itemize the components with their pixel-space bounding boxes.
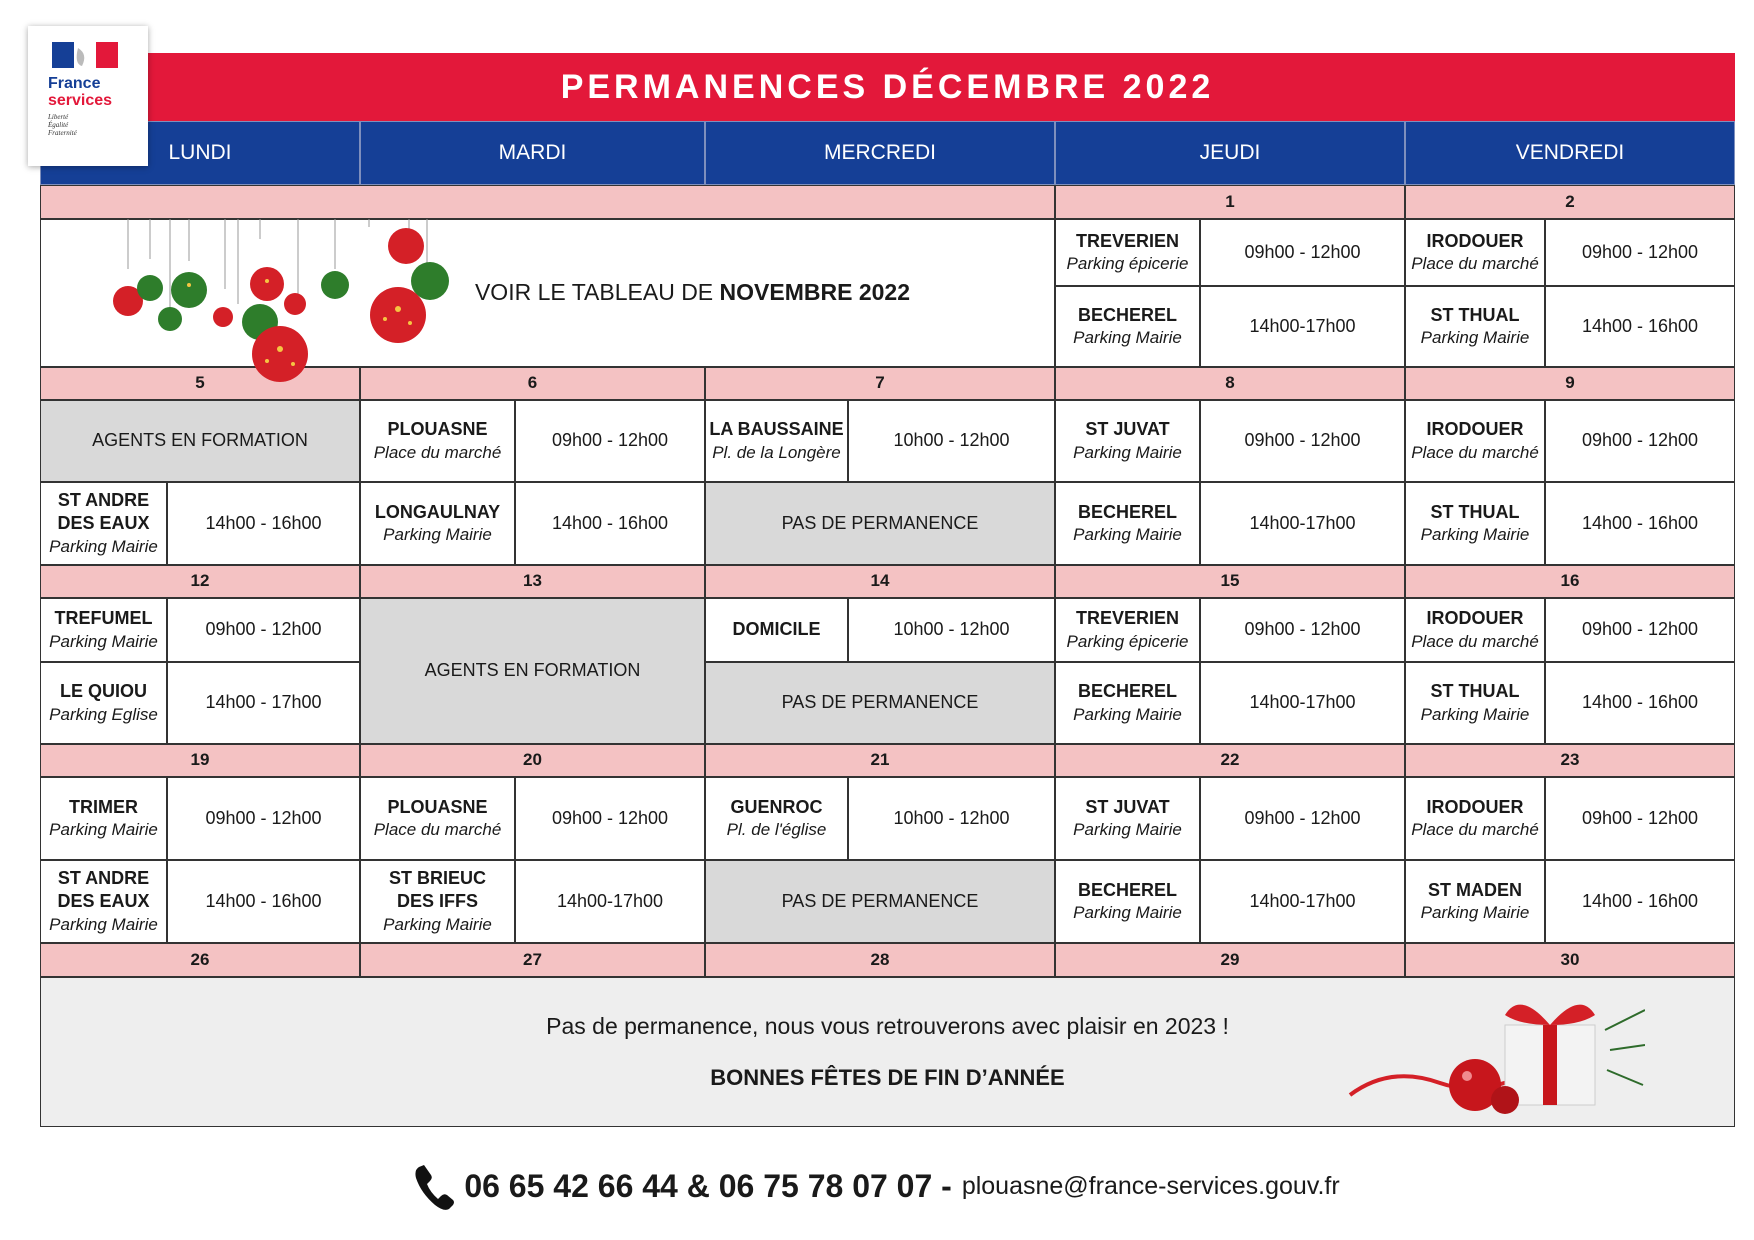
time-cell: 09h00 - 12h00: [167, 598, 360, 662]
time-cell: 09h00 - 12h00: [1200, 400, 1405, 482]
place-cell: [40, 860, 167, 943]
place-sub: Parking Mairie: [1073, 903, 1182, 923]
place-name: ST THUAL: [1430, 501, 1520, 522]
place-sub: Parking Eglise: [49, 704, 158, 724]
place-name: TREFUMEL: [54, 608, 153, 629]
time-cell: 09h00 - 12h00: [1545, 777, 1735, 860]
place-sub: Parking Mairie: [1073, 525, 1182, 545]
time-cell: 14h00 - 16h00: [1545, 286, 1735, 367]
email-link[interactable]: plouasne@france-services.gouv.fr: [961, 1171, 1340, 1200]
time-cell: 14h00 - 16h00: [167, 482, 360, 565]
place-name: IRODOUER: [1426, 230, 1524, 251]
time-cell: 09h00 - 12h00: [1545, 400, 1735, 482]
place-sub: Parking Mairie: [1073, 328, 1182, 348]
time-cell: 14h00 - 16h00: [1545, 860, 1735, 943]
place-name: PLOUASNE: [387, 419, 488, 440]
time-cell: 14h00-17h00: [1200, 662, 1405, 744]
date-30: 30: [1405, 943, 1735, 977]
time-cell: 14h00-17h00: [515, 860, 705, 943]
place-sub: Place du marché: [373, 442, 502, 462]
place-name: IRODOUER: [1426, 608, 1524, 629]
date-26: 26: [40, 943, 360, 977]
time-cell: 09h00 - 12h00: [515, 400, 705, 482]
header-mercredi: MERCREDI: [705, 121, 1055, 185]
time-cell: 14h00 - 16h00: [515, 482, 705, 565]
place-name: TREVERIEN: [1075, 608, 1180, 629]
date-9: 9: [1405, 367, 1735, 400]
place-name: ST JUVAT: [1085, 796, 1170, 817]
place-sub: Pl. de la Longère: [712, 442, 841, 462]
header-vendredi: VENDREDI: [1405, 121, 1735, 185]
date-2: 2: [1405, 185, 1735, 219]
header-mardi: MARDI: [360, 121, 705, 185]
date-23: 23: [1405, 744, 1735, 777]
time-cell: 09h00 - 12h00: [1545, 219, 1735, 286]
time-cell: 09h00 - 12h00: [1200, 598, 1405, 662]
place-cell: [360, 860, 515, 943]
date-1: 1: [1055, 185, 1405, 219]
place-name: TRIMER: [69, 796, 138, 817]
place-cell: [360, 400, 515, 482]
place-sub: Parking Mairie: [1073, 704, 1182, 724]
place-name: LE QUIOU: [59, 681, 147, 702]
place-name: PLOUASNE: [387, 796, 488, 817]
phone-icon: [414, 1162, 454, 1210]
pas-de-permanence: PAS DE PERMANENCE: [705, 662, 1055, 744]
place-name: DES IFFS: [396, 891, 478, 912]
place-sub: Parking Mairie: [49, 914, 158, 934]
date-21: 21: [705, 744, 1055, 777]
place-sub: Parking Mairie: [49, 631, 158, 651]
place-name: DOMICILE: [732, 619, 821, 640]
place-cell: [1055, 400, 1200, 482]
place-name: IRODOUER: [1426, 796, 1524, 817]
date-16: 16: [1405, 565, 1735, 598]
date-28: 28: [705, 943, 1055, 977]
holiday-message: Pas de permanence, nous vous retrouverons avec plaisir en 2023 !: [546, 1012, 1229, 1039]
place-cell: [40, 662, 167, 744]
time-cell: 14h00-17h00: [1200, 482, 1405, 565]
pas-de-permanence: PAS DE PERMANENCE: [705, 482, 1055, 565]
date-29: 29: [1055, 943, 1405, 977]
place-cell: [40, 598, 167, 662]
time-cell: 14h00 - 16h00: [1545, 482, 1735, 565]
place-cell: [1405, 219, 1545, 286]
logo-line1: France: [48, 75, 101, 92]
place-cell: [1055, 598, 1200, 662]
date-6: 6: [360, 367, 705, 400]
agents-formation: AGENTS EN FORMATION: [360, 598, 705, 744]
gift-illustration: [1345, 990, 1645, 1120]
header-jeudi: JEUDI: [1055, 121, 1405, 185]
place-sub: Parking Mairie: [383, 914, 492, 934]
place-cell: [1405, 662, 1545, 744]
time-cell: 09h00 - 12h00: [167, 777, 360, 860]
time-cell: 10h00 - 12h00: [848, 777, 1055, 860]
date-8: 8: [1055, 367, 1405, 400]
place-cell: [1055, 777, 1200, 860]
logo-motto2: Égalité: [48, 121, 69, 129]
time-cell: 14h00-17h00: [1200, 860, 1405, 943]
date-20: 20: [360, 744, 705, 777]
time-cell: 09h00 - 12h00: [515, 777, 705, 860]
place-cell: [1055, 286, 1200, 367]
place-cell: [1055, 219, 1200, 286]
place-sub: Parking Mairie: [1073, 820, 1182, 840]
place-sub: Parking Mairie: [49, 820, 158, 840]
notice-prefix: VOIR LE TABLEAU DE: [474, 279, 720, 306]
place-cell: [705, 598, 848, 662]
place-sub: Parking Mairie: [1073, 442, 1182, 462]
date-row-empty: [40, 185, 1055, 219]
place-sub: Place du marché: [373, 820, 502, 840]
date-12: 12: [40, 565, 360, 598]
place-name: DES EAUX: [57, 891, 150, 912]
place-name: TREVERIEN: [1075, 230, 1180, 251]
date-19: 19: [40, 744, 360, 777]
place-cell: [40, 482, 167, 565]
time-cell: 09h00 - 12h00: [1200, 219, 1405, 286]
agents-formation: AGENTS EN FORMATION: [40, 400, 360, 482]
place-sub: Place du marché: [1411, 631, 1539, 651]
place-sub: Parking épicerie: [1066, 254, 1189, 274]
place-cell: [360, 777, 515, 860]
place-cell: [360, 482, 515, 565]
place-sub: Parking Mairie: [1420, 525, 1530, 545]
place-name: LONGAULNAY: [374, 501, 501, 522]
place-name: BECHEREL: [1077, 681, 1177, 702]
time-cell: 10h00 - 12h00: [848, 598, 1055, 662]
date-5: 5: [40, 367, 360, 400]
place-cell: [705, 777, 848, 860]
time-cell: 14h00-17h00: [1200, 286, 1405, 367]
place-cell: [1405, 860, 1545, 943]
time-cell: 09h00 - 12h00: [1545, 598, 1735, 662]
place-cell: [1055, 662, 1200, 744]
pas-de-permanence: PAS DE PERMANENCE: [705, 860, 1055, 943]
place-cell: [1405, 400, 1545, 482]
place-name: ST THUAL: [1430, 304, 1520, 325]
date-27: 27: [360, 943, 705, 977]
logo-motto3: Fraternité: [48, 129, 77, 137]
holiday-greeting: BONNES FÊTES DE FIN D’ANNÉE: [710, 1064, 1065, 1090]
france-services-logo: [28, 26, 148, 166]
date-7: 7: [705, 367, 1055, 400]
date-22: 22: [1055, 744, 1405, 777]
place-name: BECHEREL: [1077, 879, 1177, 900]
place-sub: Place du marché: [1411, 820, 1539, 840]
place-cell: [1055, 482, 1200, 565]
place-cell: [1405, 777, 1545, 860]
place-name: LA BAUSSAINE: [709, 419, 844, 440]
logo-motto1: Liberté: [48, 113, 69, 121]
time-cell: 14h00 - 17h00: [167, 662, 360, 744]
logo-line2: services: [48, 92, 113, 109]
place-sub: Parking épicerie: [1066, 631, 1189, 651]
place-cell: [1405, 598, 1545, 662]
christmas-ornaments: [105, 219, 485, 389]
place-name: IRODOUER: [1426, 419, 1524, 440]
place-cell: [705, 400, 848, 482]
place-sub: Parking Mairie: [1420, 328, 1530, 348]
place-name: BECHEREL: [1077, 304, 1177, 325]
phone-numbers[interactable]: 06 65 42 66 44 & 06 75 78 07 07 -: [464, 1167, 952, 1204]
place-sub: Parking Mairie: [383, 525, 492, 545]
date-15: 15: [1055, 565, 1405, 598]
place-sub: Parking Mairie: [1420, 704, 1530, 724]
page-title: PERMANENCES DÉCEMBRE 2022: [40, 53, 1735, 121]
place-name: ST MADEN: [1428, 879, 1522, 900]
place-sub: Parking Mairie: [49, 536, 158, 556]
place-sub: Place du marché: [1411, 442, 1539, 462]
date-14: 14: [705, 565, 1055, 598]
place-name: ST BRIEUC: [388, 868, 486, 889]
time-cell: 14h00 - 16h00: [167, 860, 360, 943]
date-13: 13: [360, 565, 705, 598]
time-cell: 10h00 - 12h00: [848, 400, 1055, 482]
header-lundi: LUNDI: [40, 121, 360, 185]
place-sub: Parking Mairie: [1420, 903, 1530, 923]
time-cell: 14h00 - 16h00: [1545, 662, 1735, 744]
place-cell: [40, 777, 167, 860]
place-name: ST ANDRE: [57, 868, 150, 889]
place-name: BECHEREL: [1077, 501, 1177, 522]
place-cell: [1055, 860, 1200, 943]
contact-line: [0, 1162, 1754, 1210]
place-name: ST JUVAT: [1085, 419, 1170, 440]
place-name: DES EAUX: [57, 513, 150, 534]
place-name: GUENROC: [730, 796, 823, 817]
place-name: ST THUAL: [1430, 681, 1520, 702]
place-sub: Place du marché: [1411, 254, 1539, 274]
notice-bold: NOVEMBRE 2022: [719, 279, 911, 306]
place-sub: Pl. de l'église: [726, 820, 827, 840]
place-cell: [1405, 286, 1545, 367]
place-name: ST ANDRE: [57, 490, 150, 511]
time-cell: 09h00 - 12h00: [1200, 777, 1405, 860]
place-cell: [1405, 482, 1545, 565]
